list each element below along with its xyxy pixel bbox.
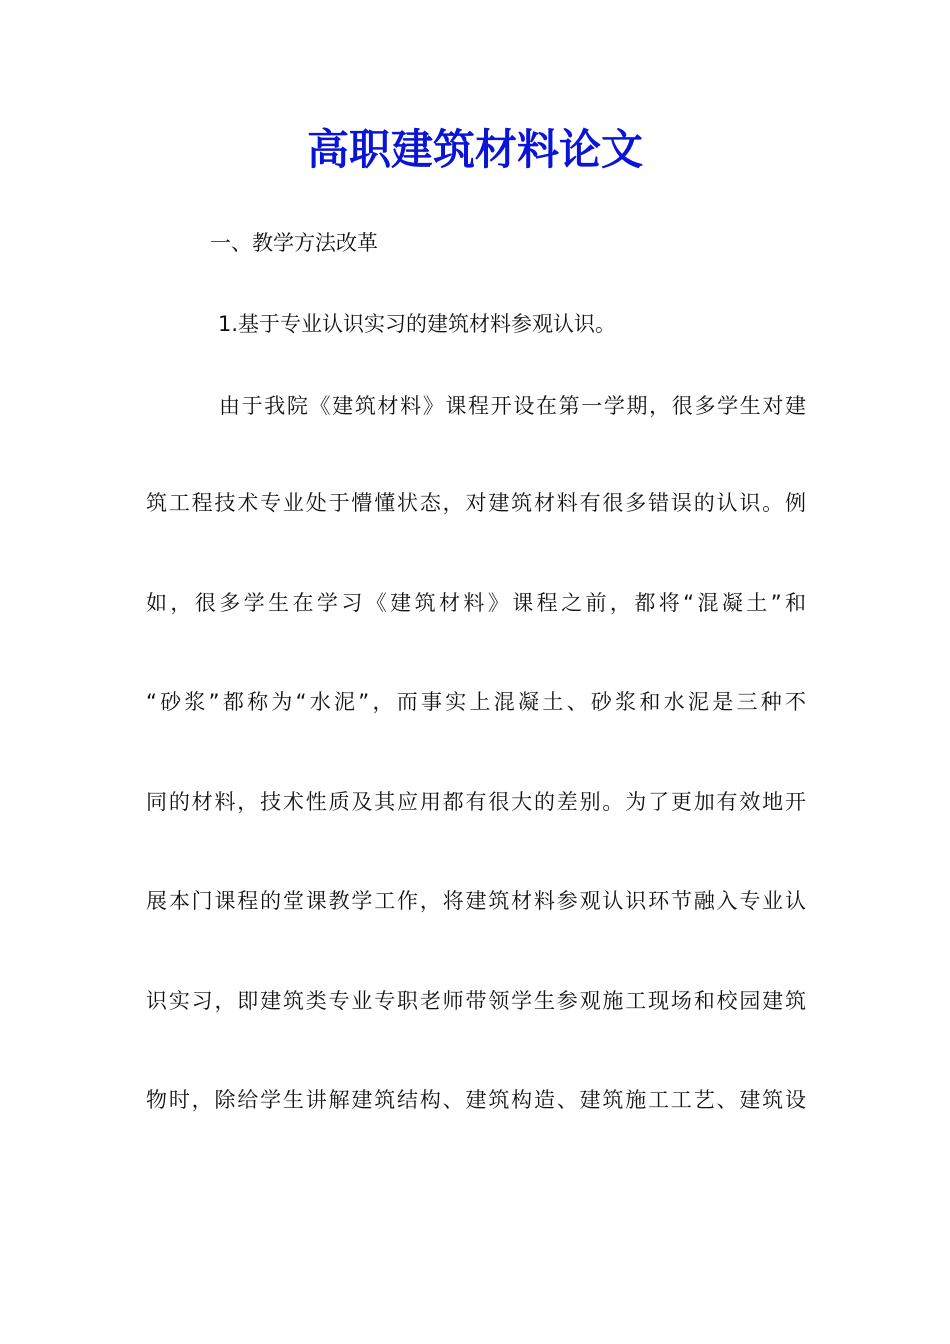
document-title: 高职建筑材料论文 bbox=[306, 125, 643, 174]
section-heading: 一、教学方法改革 bbox=[210, 231, 378, 255]
paragraph-line: 同的材料，技术性质及其应用都有很大的差别。为了更加有效地开 bbox=[146, 790, 806, 814]
paragraph-line: 识实习，即建筑类专业专职老师带领学生参观施工现场和校园建筑 bbox=[146, 989, 806, 1013]
paragraph-line: 物时，除给学生讲解建筑结构、建筑构造、建筑施工工艺、建筑设 bbox=[146, 1088, 806, 1112]
paragraph-line: 由于我院《建筑材料》课程开设在第一学期，很多学生对建 bbox=[219, 394, 806, 418]
paragraph-line: 筑工程技术专业处于懵懂状态，对建筑材料有很多错误的认识。例 bbox=[146, 491, 806, 515]
paragraph-line: 展本门课程的堂课教学工作，将建筑材料参观认识环节融入专业认 bbox=[146, 889, 806, 913]
paragraph-line: “砂浆”都称为“水泥”，而事实上混凝土、砂浆和水泥是三种不 bbox=[146, 690, 806, 714]
paragraph-line: 如，很多学生在学习《建筑材料》课程之前，都将“混凝土”和 bbox=[146, 591, 806, 615]
subsection-heading: 1.基于专业认识实习的建筑材料参观认识。 bbox=[218, 312, 617, 336]
